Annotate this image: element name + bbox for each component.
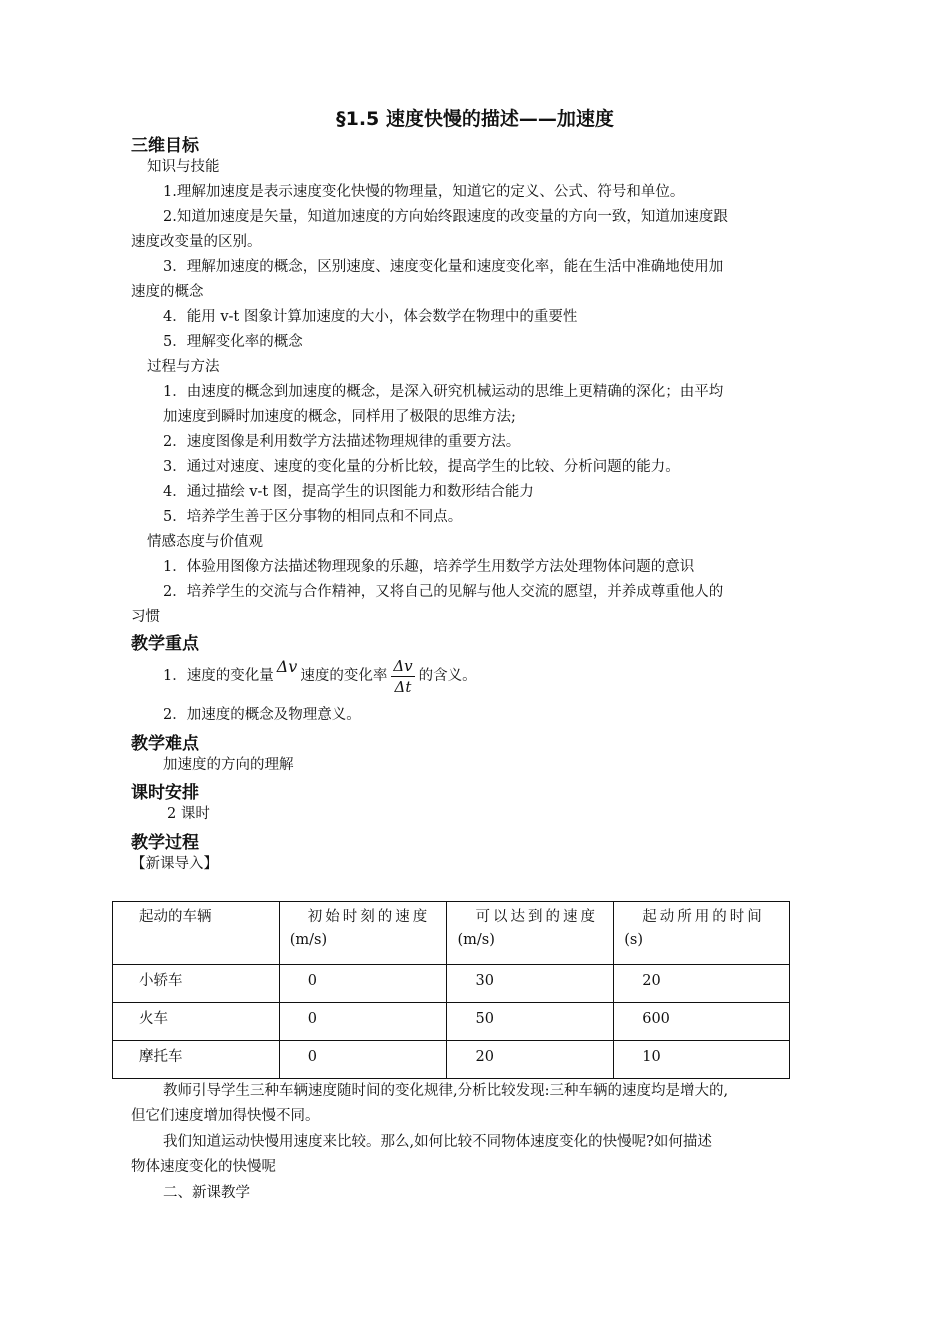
table-cell: 小轿车 bbox=[113, 965, 280, 1003]
intro-label: 【新课导入】 bbox=[131, 856, 218, 872]
knowledge-item-5: 5．理解变化率的概念 bbox=[163, 334, 303, 350]
table-cell: 30 bbox=[447, 965, 614, 1003]
process-item-4: 4．通过描绘 v-t 图，提高学生的识图能力和数形结合能力 bbox=[163, 484, 534, 500]
header-vehicle: 起动的车辆 bbox=[139, 909, 212, 925]
page-title: §1.5 速度快慢的描述——加速度 bbox=[336, 108, 614, 130]
table-row bbox=[113, 965, 790, 1003]
header-max-speed: 可以达到的速度 bbox=[475, 909, 598, 925]
table-cell: 0 bbox=[279, 1041, 447, 1079]
knowledge-item-3: 3．理解加速度的概念，区别速度、速度变化量和速度变化率，能在生活中准确地使用加 bbox=[163, 259, 724, 275]
table-cell: 50 bbox=[447, 1003, 614, 1041]
key-point-1 bbox=[163, 653, 477, 701]
section-heading-goals: 三维目标 bbox=[131, 136, 199, 156]
paragraph-1-cont: 但它们速度增加得快慢不同。 bbox=[131, 1108, 320, 1124]
knowledge-item-2: 2.知道加速度是矢量，知道加速度的方向始终跟速度的改变量的方向一致，知道加速度跟 bbox=[163, 209, 728, 225]
attitude-item-2: 2．培养学生的交流与合作精神，又将自己的见解与他人交流的愿望，并养成尊重他人的 bbox=[163, 584, 724, 600]
table-cell: 0 bbox=[279, 1003, 447, 1041]
fraction-denominator: Δt bbox=[394, 677, 412, 696]
knowledge-item-3-cont: 速度的概念 bbox=[131, 284, 204, 300]
key-point-2: 2．加速度的概念及物理意义。 bbox=[163, 707, 361, 723]
header-start-time: 起动所用的时间 bbox=[642, 909, 765, 925]
process-item-1-cont: 加速度到瞬时加速度的概念，同样用了极限的思维方法; bbox=[163, 409, 516, 425]
process-item-1: 1．由速度的概念到加速度的概念，是深入研究机械运动的思维上更精确的深化；由平均 bbox=[163, 384, 724, 400]
table-cell: 0 bbox=[279, 965, 447, 1003]
table-cell: 20 bbox=[447, 1041, 614, 1079]
table-cell: 火车 bbox=[113, 1003, 280, 1041]
attitude-item-1: 1．体验用图像方法描述物理现象的乐趣，培养学生用数学方法处理物体问题的意识 bbox=[163, 559, 695, 575]
knowledge-item-4: 4．能用 v-t 图象计算加速度的大小，体会数学在物理中的重要性 bbox=[163, 309, 578, 325]
fraction-numerator: Δv bbox=[393, 656, 413, 675]
section-heading-difficulty: 教学难点 bbox=[131, 734, 199, 754]
section-heading-process: 教学过程 bbox=[131, 833, 199, 853]
subheading-knowledge: 知识与技能 bbox=[147, 159, 220, 175]
subheading-process: 过程与方法 bbox=[147, 359, 220, 375]
table-cell: 20 bbox=[614, 965, 790, 1003]
delta-v-symbol: Δv bbox=[276, 657, 298, 676]
header-max-speed-unit: (m/s) bbox=[457, 932, 495, 948]
key-point-1-text-c: 的含义。 bbox=[418, 668, 477, 684]
key-point-1-text-b: 速度的变化率 bbox=[300, 668, 388, 684]
knowledge-item-2-cont: 速度改变量的区别。 bbox=[131, 234, 262, 250]
process-item-2: 2．速度图像是利用数学方法描述物理规律的重要方法。 bbox=[163, 434, 521, 450]
table-header-cell bbox=[279, 902, 447, 965]
table-header-cell bbox=[113, 902, 280, 965]
table-cell: 10 bbox=[614, 1041, 790, 1079]
table-row bbox=[113, 1003, 790, 1041]
process-item-3: 3．通过对速度、速度的变化量的分析比较，提高学生的比较、分析问题的能力。 bbox=[163, 459, 680, 475]
paragraph-1: 教师引导学生三种车辆速度随时间的变化规律,分析比较发现:三种车辆的速度均是增大的, bbox=[163, 1083, 729, 1099]
section-heading-key-points: 教学重点 bbox=[131, 634, 199, 654]
section-new-lesson: 二、新课教学 bbox=[163, 1185, 250, 1201]
table-header-cell bbox=[614, 902, 790, 965]
header-initial-speed-unit: (m/s) bbox=[289, 932, 328, 948]
header-start-time-unit: (s) bbox=[624, 932, 643, 948]
attitude-item-2-cont: 习惯 bbox=[131, 609, 160, 625]
process-item-5: 5．培养学生善于区分事物的相同点和不同点。 bbox=[163, 509, 463, 525]
table-cell: 600 bbox=[614, 1003, 790, 1041]
table-header-cell bbox=[447, 902, 614, 965]
paragraph-2-cont: 物体速度变化的快慢呢 bbox=[131, 1159, 276, 1175]
table-row bbox=[113, 1041, 790, 1079]
key-point-1-text-a: 1．速度的变化量 bbox=[163, 668, 274, 684]
table-header-row bbox=[113, 902, 790, 965]
knowledge-item-1: 1.理解加速度是表示速度变化快慢的物理量，知道它的定义、公式、符号和单位。 bbox=[163, 184, 685, 200]
header-initial-speed: 初始时刻的速度 bbox=[307, 909, 431, 925]
subheading-attitude: 情感态度与价值观 bbox=[147, 534, 263, 550]
schedule-text: 2 课时 bbox=[167, 806, 210, 822]
rate-fraction bbox=[391, 656, 414, 697]
vehicle-table bbox=[112, 901, 790, 1079]
section-heading-schedule: 课时安排 bbox=[131, 783, 199, 803]
table-cell: 摩托车 bbox=[113, 1041, 280, 1079]
paragraph-2: 我们知道运动快慢用速度来比较。那么,如何比较不同物体速度变化的快慢呢?如何描述 bbox=[163, 1134, 712, 1150]
difficulty-text: 加速度的方向的理解 bbox=[163, 757, 294, 773]
